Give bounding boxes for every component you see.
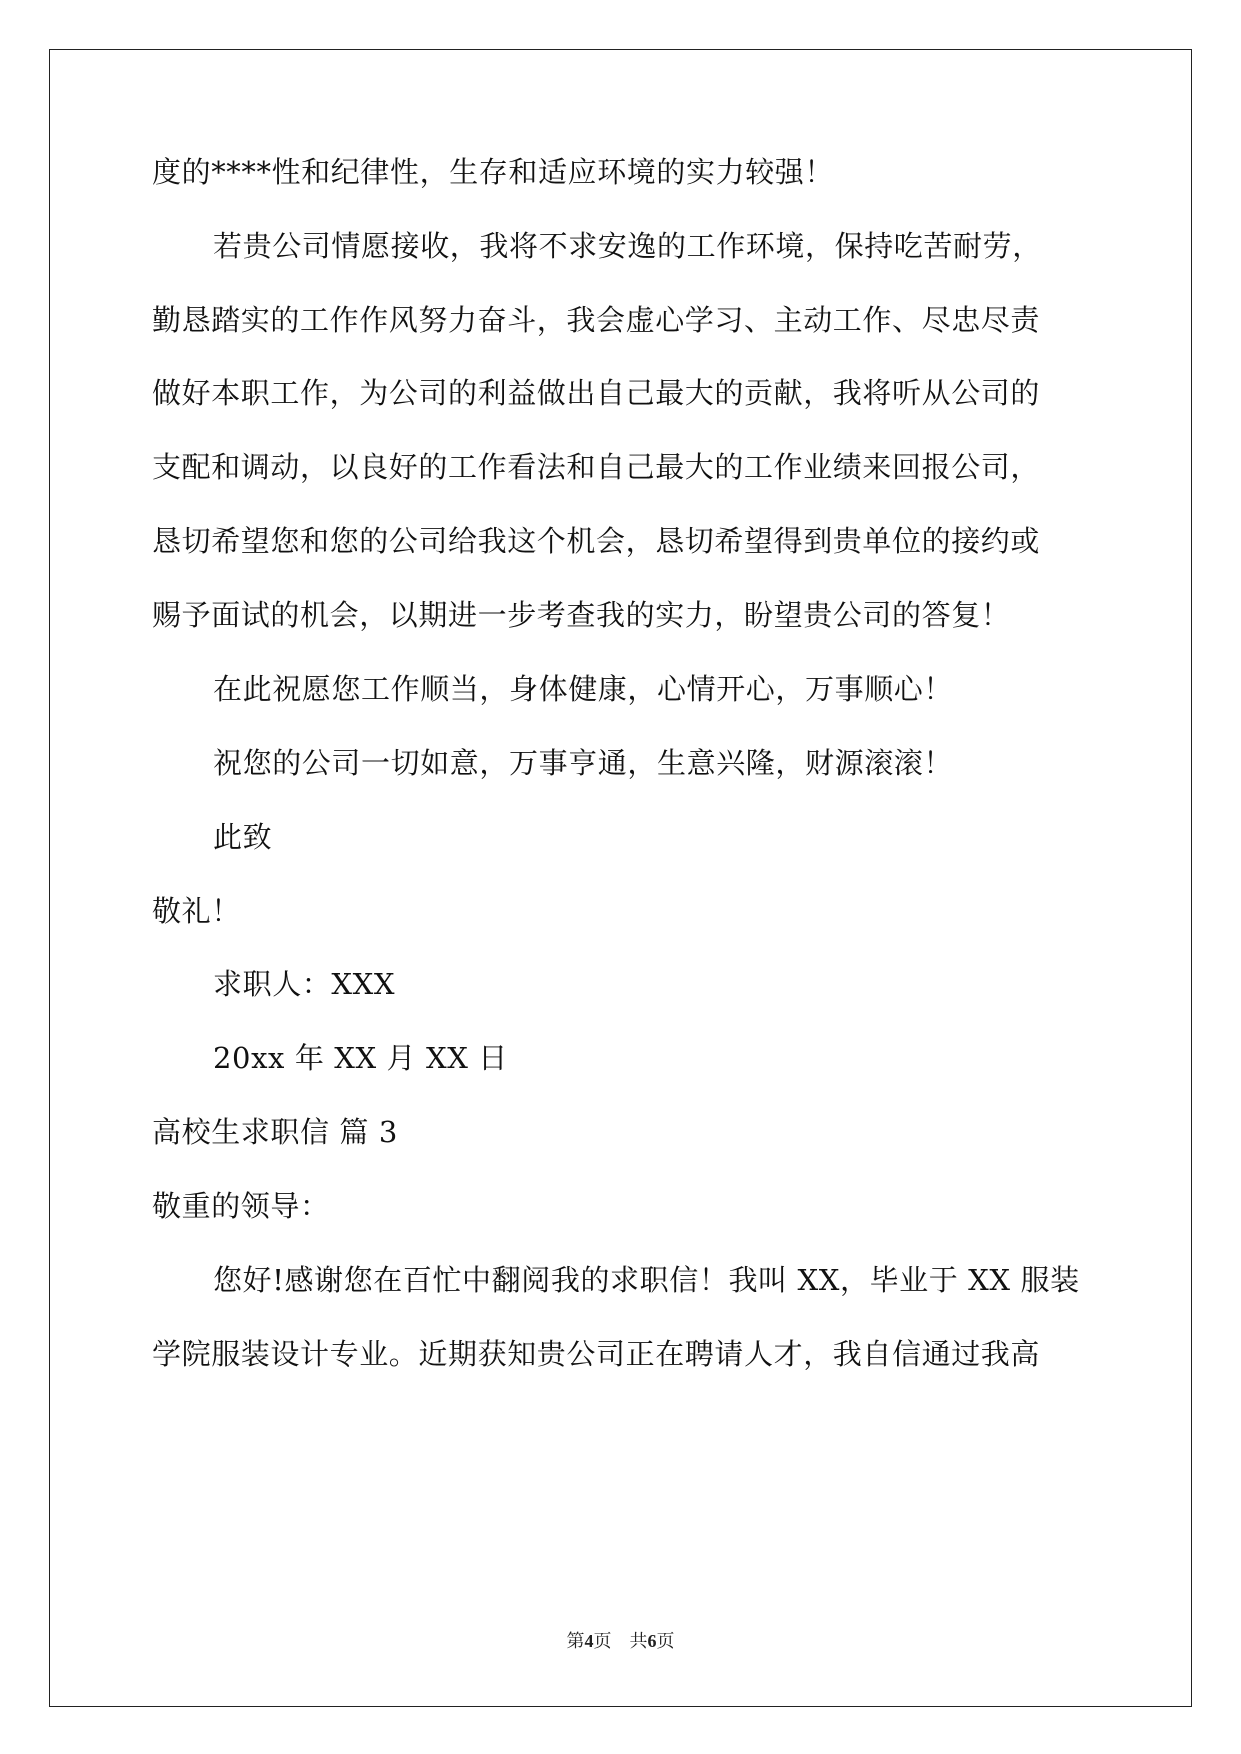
total-prefix: 共 — [629, 1631, 648, 1651]
page-prefix: 第 — [566, 1631, 585, 1651]
body-line-1: 度的****性和纪律性，生存和适应环境的实力较强！ — [152, 155, 835, 189]
body-line-2: 若贵公司情愿接收，我将不求安逸的工作环境，保持吃苦耐劳， — [213, 229, 1042, 263]
page-suffix: 页 — [593, 1631, 612, 1651]
total-suffix: 页 — [656, 1631, 675, 1651]
page-total: 6 — [647, 1631, 657, 1651]
body-line-8: 在此祝愿您工作顺当，身体健康，心情开心，万事顺心！ — [213, 672, 954, 706]
body-line-17: 学院服装设计专业。近期获知贵公司正在聘请人才，我自信通过我高 — [152, 1337, 1041, 1371]
body-line-5: 支配和调动，以良好的工作看法和自己最大的工作业绩来回报公司， — [152, 450, 1041, 484]
body-line-6: 恳切希望您和您的公司给我这个机会，恳切希望得到贵单位的接约或 — [152, 524, 1041, 558]
body-line-4: 做好本职工作，为公司的利益做出自己最大的贡献，我将听从公司的 — [152, 376, 1041, 410]
page-border — [49, 49, 1192, 1707]
body-line-9: 祝您的公司一切如意，万事亨通，生意兴隆，财源滚滚！ — [213, 746, 954, 780]
body-line-3: 勤恳踏实的工作作风努力奋斗，我会虚心学习、主动工作、尽忠尽责 — [152, 303, 1041, 337]
closing-regards: 敬礼！ — [152, 894, 241, 928]
page-current: 4 — [584, 1631, 594, 1651]
letter-greeting: 敬重的领导： — [152, 1189, 330, 1223]
page-footer — [0, 1630, 1241, 1652]
signature-date: 20xx 年 XX 月 XX 日 — [213, 1041, 508, 1075]
section-heading: 高校生求职信 篇 3 — [152, 1115, 398, 1149]
body-line-7: 赐予面试的机会，以期进一步考查我的实力，盼望贵公司的答复！ — [152, 598, 1011, 632]
body-line-16: 您好!感谢您在百忙中翻阅我的求职信！我叫 XX，毕业于 XX 服装 — [213, 1263, 1080, 1297]
closing-salutation: 此致 — [213, 820, 273, 854]
signature-applicant: 求职人：XXX — [213, 967, 396, 1001]
